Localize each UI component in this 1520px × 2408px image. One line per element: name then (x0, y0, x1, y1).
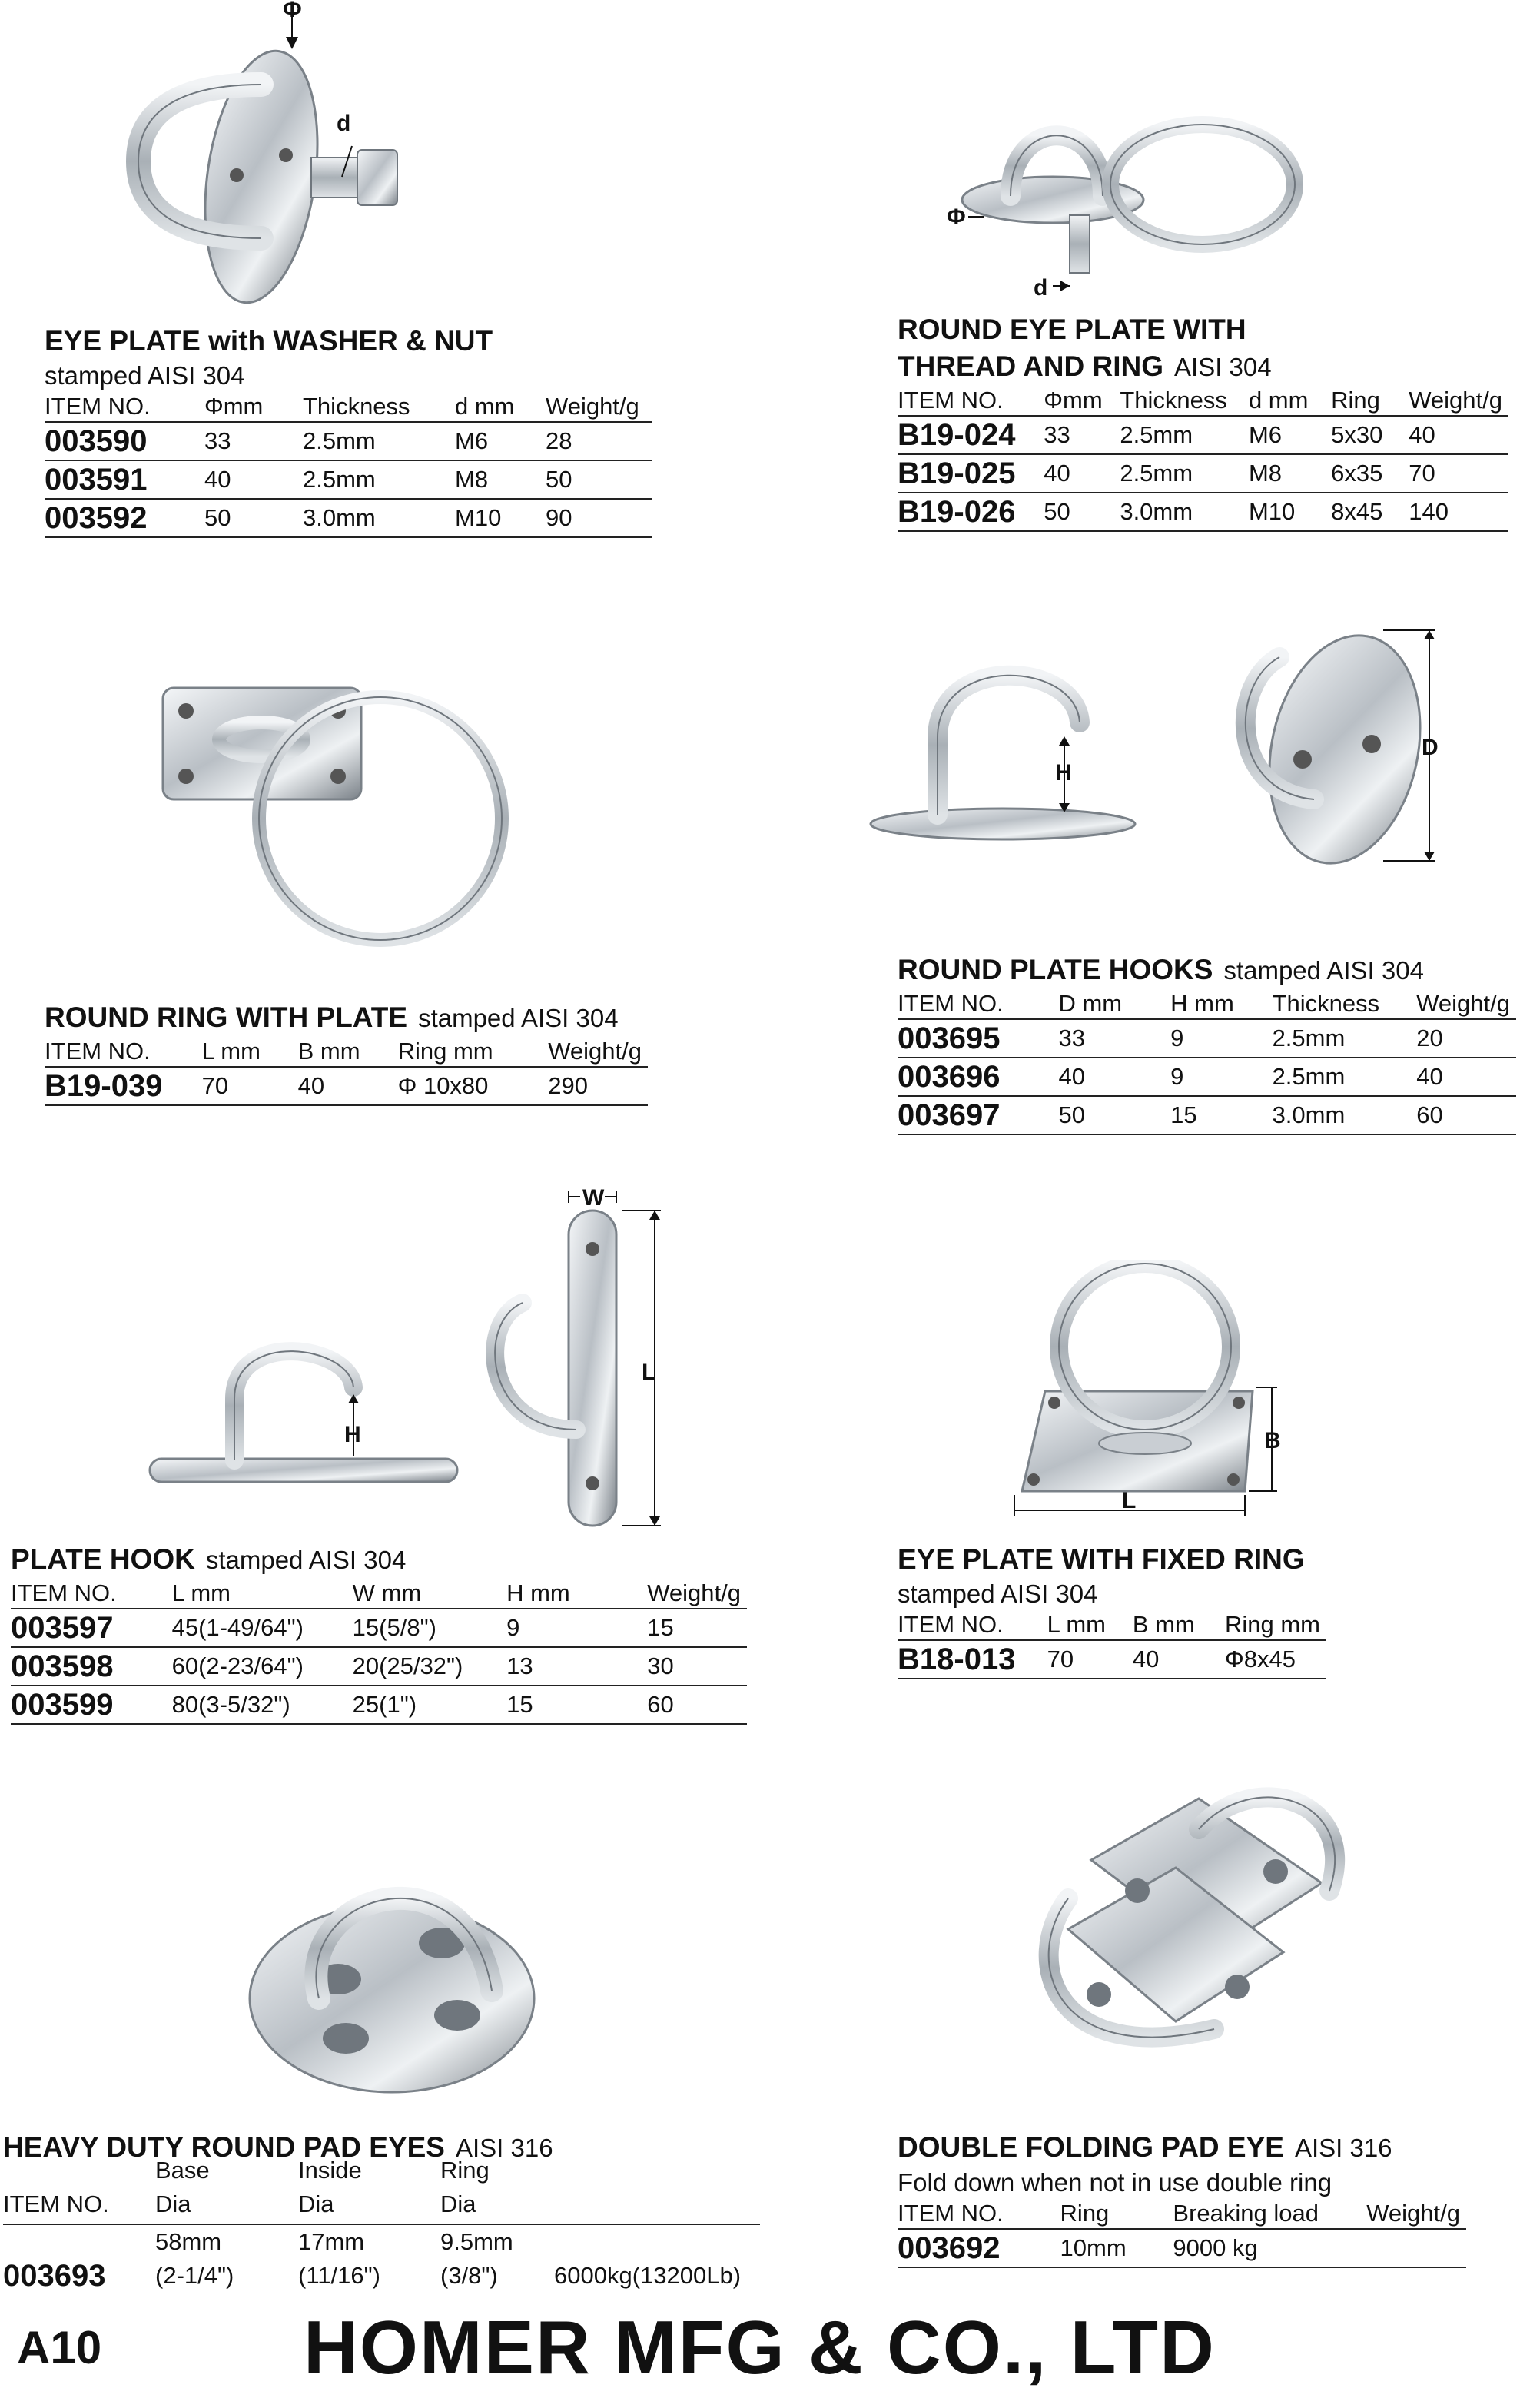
h-dimension-label: H (1055, 760, 1072, 786)
table-cell: 28 (546, 422, 652, 460)
column-header: Base (155, 2157, 210, 2184)
section-title: HEAVY DUTY ROUND PAD EYES (3, 2131, 445, 2163)
item-number: B19-025 (898, 454, 1044, 493)
table-cell: 80(3-5/32") (172, 1686, 353, 1724)
table-cell: 9.5mm (440, 2228, 513, 2255)
section-material: AISI 304 (1174, 353, 1272, 381)
table-cell: 9000 kg (1173, 2229, 1366, 2267)
section-material: stamped AISI 304 (1223, 956, 1424, 985)
column-header: Thickness (1273, 989, 1417, 1019)
table-cell: 50 (1044, 493, 1120, 531)
column-header: Weight/g (1416, 989, 1516, 1019)
table-cell: 17mm (298, 2228, 365, 2255)
item-number: 003591 (45, 460, 204, 499)
table-cell: (11/16") (298, 2262, 380, 2289)
double-folding-pad-eye-photo (1022, 1768, 1360, 2075)
table-cell: 40 (204, 460, 303, 499)
table-row (45, 1067, 648, 1105)
b-dimension-label: B (1264, 1428, 1281, 1453)
column-header: ITEM NO. (3, 2185, 155, 2224)
table-cell: 50 (204, 499, 303, 537)
table-cell: 40 (1416, 1058, 1516, 1096)
table-cell: 3.0mm (1120, 493, 1249, 531)
table-cell: 60(2-23/64") (172, 1647, 353, 1686)
column-header: ITEM NO. (898, 1610, 1047, 1640)
table-cell: 2.5mm (1273, 1058, 1417, 1096)
round-plate-hooks-photo (861, 623, 1445, 876)
eye-plate-fixed-ring-section (898, 1541, 1326, 1679)
eye-plate-washer-section (45, 323, 652, 538)
table-cell: 6000kg(13200Lb) (554, 2262, 742, 2289)
table-cell: 2.5mm (1273, 1019, 1417, 1058)
column-header: Weight/g (1409, 386, 1508, 416)
item-number: 003590 (45, 422, 204, 460)
column-header: Breaking load (1173, 2199, 1366, 2229)
table-cell: 60 (1416, 1096, 1516, 1134)
section-title: ROUND PLATE HOOKS (898, 954, 1213, 985)
table-cell: 9 (506, 1609, 647, 1647)
eye-plate-fixed-ring-photo (999, 1260, 1306, 1522)
table-row (898, 2229, 1466, 2267)
table-cell: 33 (204, 422, 303, 460)
table-row (898, 1019, 1516, 1058)
table-cell (554, 2224, 760, 2259)
table-cell: 2.5mm (303, 460, 455, 499)
section-title-text: THREAD AND RING (898, 350, 1164, 382)
table-cell: 90 (546, 499, 652, 537)
table-cell: 40 (1133, 1640, 1225, 1679)
column-header: Thickness (1120, 386, 1249, 416)
table-cell: 2.5mm (1120, 454, 1249, 493)
column-header: B mm (1133, 1610, 1225, 1640)
section-material: stamped AISI 304 (418, 1004, 619, 1032)
table-cell: 20(25/32") (353, 1647, 506, 1686)
item-number: 003599 (11, 1686, 172, 1724)
item-number: 003697 (898, 1096, 1058, 1134)
table-cell: 6x35 (1331, 454, 1409, 493)
table-cell: 20 (1416, 1019, 1516, 1058)
section-subtitle: Fold down when not in use double ring (898, 2168, 1332, 2197)
table-cell: 15 (647, 1609, 747, 1647)
section-material: AISI 316 (1294, 2134, 1392, 2162)
spec-table-double-folding-pad-eye (898, 2199, 1466, 2268)
round-plate-hooks-section (898, 952, 1516, 1135)
plate-hook-section (11, 1541, 747, 1725)
column-header: H mm (506, 1579, 647, 1609)
table-cell: M10 (455, 499, 546, 537)
phi-dimension-label: Φ (947, 204, 966, 230)
spec-table-heavy-duty-pad-eyes (3, 2156, 760, 2293)
table-row (45, 422, 652, 460)
section-title-line (11, 1541, 747, 1579)
table-cell: 140 (1409, 493, 1508, 531)
column-header: d mm (455, 392, 546, 422)
item-number: B18-013 (898, 1640, 1047, 1679)
table-cell: 30 (647, 1647, 747, 1686)
column-header: Thickness (303, 392, 455, 422)
column-header: d mm (1249, 386, 1331, 416)
column-header: Inside (298, 2157, 362, 2184)
section-title: PLATE HOOK (11, 1543, 195, 1575)
table-cell: 25(1") (353, 1686, 506, 1724)
table-cell: 60 (647, 1686, 747, 1724)
heavy-duty-pad-eyes-photo (238, 1845, 546, 2098)
table-cell: 40 (298, 1067, 398, 1105)
phi-dimension-label: Φ (283, 0, 302, 22)
table-cell: 3.0mm (303, 499, 455, 537)
table-cell: 2.5mm (1120, 416, 1249, 454)
table-cell: 9 (1170, 1058, 1272, 1096)
column-header (554, 2185, 760, 2224)
table-cell: 50 (1058, 1096, 1170, 1134)
d-dimension-label: d (337, 111, 351, 136)
company-name: HOMER MFG & CO., LTD (304, 2305, 1216, 2390)
table-cell: 9 (1170, 1019, 1272, 1058)
spec-table-round-ring-plate (45, 1037, 648, 1106)
table-cell: 8x45 (1331, 493, 1409, 531)
table-row (3, 2224, 760, 2259)
table-cell: 70 (1047, 1640, 1133, 1679)
section-material: stamped AISI 304 (205, 1546, 407, 1574)
table-cell: 15 (1170, 1096, 1272, 1134)
table-cell: 33 (1058, 1019, 1170, 1058)
column-header: ITEM NO. (45, 1037, 202, 1067)
table-cell: 40 (1044, 454, 1120, 493)
table-row (3, 2259, 760, 2293)
plate-hook-photo (138, 1176, 692, 1537)
table-cell: 40 (1409, 416, 1508, 454)
table-cell: (3/8") (440, 2262, 498, 2289)
item-number: 003695 (898, 1019, 1058, 1058)
section-material: stamped AISI 304 (898, 1579, 1098, 1608)
table-cell: 13 (506, 1647, 647, 1686)
section-title: EYE PLATE WITH FIXED RING (898, 1543, 1305, 1575)
column-header: ITEM NO. (898, 2199, 1060, 2229)
table-row (898, 1058, 1516, 1096)
table-cell: 10mm (1060, 2229, 1173, 2267)
round-ring-plate-section (45, 999, 648, 1106)
eye-plate-washer-photo (108, 0, 430, 315)
table-row (898, 454, 1508, 493)
section-title-line2 (898, 348, 1508, 386)
spec-table-round-eye-plate-thread (898, 386, 1508, 532)
table-cell: 15(5/8") (353, 1609, 506, 1647)
column-header: Dia (298, 2185, 440, 2224)
column-header: Ring (1060, 2199, 1173, 2229)
table-cell: 58mm (155, 2228, 222, 2255)
l-dimension-label: L (1122, 1488, 1137, 1513)
table-cell (1366, 2229, 1466, 2267)
item-number: 003693 (3, 2259, 106, 2293)
column-header: ITEM NO. (45, 392, 204, 422)
d-dimension-label: D (1422, 735, 1439, 760)
spec-table-round-plate-hooks (898, 989, 1516, 1135)
column-header: Ring mm (1225, 1610, 1326, 1640)
double-folding-pad-eye-section (898, 2129, 1466, 2268)
spec-table-plate-hook (11, 1579, 747, 1725)
table-cell: 5x30 (1331, 416, 1409, 454)
column-header: Weight/g (1366, 2199, 1466, 2229)
column-header: L mm (1047, 1610, 1133, 1640)
table-cell: 33 (1044, 416, 1120, 454)
item-number: 003696 (898, 1058, 1058, 1096)
column-header: Weight/g (548, 1037, 648, 1067)
item-number: 003597 (11, 1609, 172, 1647)
page-code: A10 (17, 2322, 102, 2373)
column-header: ITEM NO. (898, 989, 1058, 1019)
item-number: B19-039 (45, 1067, 202, 1105)
column-header: Weight/g (546, 392, 652, 422)
table-cell: M8 (1249, 454, 1331, 493)
d-dimension-label: d (1034, 275, 1048, 301)
section-title: DOUBLE FOLDING PAD EYE (898, 2131, 1284, 2163)
item-number: B19-026 (898, 493, 1044, 531)
column-header: Φmm (1044, 386, 1120, 416)
item-number: 003598 (11, 1647, 172, 1686)
column-header: L mm (202, 1037, 298, 1067)
item-number: 003692 (898, 2229, 1060, 2267)
section-title: EYE PLATE with WASHER & NUT (45, 325, 493, 357)
section-title-line (45, 999, 648, 1037)
l-dimension-label: L (642, 1360, 656, 1385)
round-ring-plate-photo (154, 669, 523, 961)
section-title: ROUND RING WITH PLATE (45, 1001, 408, 1033)
column-header: Ring (1331, 386, 1409, 416)
table-cell: M6 (455, 422, 546, 460)
round-eye-plate-thread-photo (938, 85, 1352, 307)
table-row (11, 1686, 747, 1724)
spec-table-eye-plate-washer (45, 392, 652, 538)
table-row (898, 416, 1508, 454)
table-row (45, 460, 652, 499)
column-header: B mm (298, 1037, 398, 1067)
section-title: ROUND EYE PLATE WITH (898, 314, 1246, 345)
table-row (898, 1640, 1326, 1679)
table-cell: 40 (1058, 1058, 1170, 1096)
table-cell: M8 (455, 460, 546, 499)
column-header: Weight/g (647, 1579, 747, 1609)
column-header: ITEM NO. (11, 1579, 172, 1609)
table-cell (3, 2224, 155, 2259)
w-dimension-label: W (582, 1185, 605, 1211)
table-row (898, 493, 1508, 531)
table-cell: 70 (202, 1067, 298, 1105)
column-header: Ring mm (398, 1037, 549, 1067)
heavy-duty-pad-eyes-section (3, 2129, 760, 2293)
table-row (45, 499, 652, 537)
column-header: H mm (1170, 989, 1272, 1019)
table-cell: Φ8x45 (1225, 1640, 1326, 1679)
table-cell: 50 (546, 460, 652, 499)
column-header: ITEM NO. (898, 386, 1044, 416)
table-row (11, 1609, 747, 1647)
section-material: stamped AISI 304 (45, 361, 245, 390)
table-cell: (2-1/4") (155, 2262, 234, 2289)
section-title-line (898, 952, 1516, 989)
column-header (554, 2156, 760, 2185)
h-dimension-label: H (344, 1422, 361, 1447)
column-header: Dia (440, 2185, 554, 2224)
section-title-line (898, 2129, 1466, 2167)
table-cell: 3.0mm (1273, 1096, 1417, 1134)
table-cell: Φ 10x80 (398, 1067, 549, 1105)
item-number: B19-024 (898, 416, 1044, 454)
column-header: Φmm (204, 392, 303, 422)
column-header: D mm (1058, 989, 1170, 1019)
section-material: AISI 316 (455, 2134, 553, 2162)
table-cell: M6 (1249, 416, 1331, 454)
table-row (898, 1096, 1516, 1134)
round-eye-plate-thread-section (898, 311, 1508, 532)
table-row (11, 1647, 747, 1686)
table-cell: 70 (1409, 454, 1508, 493)
item-number: 003592 (45, 499, 204, 537)
table-cell: 290 (548, 1067, 648, 1105)
column-header: L mm (172, 1579, 353, 1609)
column-header: W mm (353, 1579, 506, 1609)
table-cell: 45(1-49/64") (172, 1609, 353, 1647)
column-header: Ring (440, 2157, 490, 2184)
spec-table-eye-plate-fixed-ring (898, 1610, 1326, 1679)
table-cell: 2.5mm (303, 422, 455, 460)
table-cell: M10 (1249, 493, 1331, 531)
table-cell: 15 (506, 1686, 647, 1724)
column-header: Dia (155, 2185, 298, 2224)
